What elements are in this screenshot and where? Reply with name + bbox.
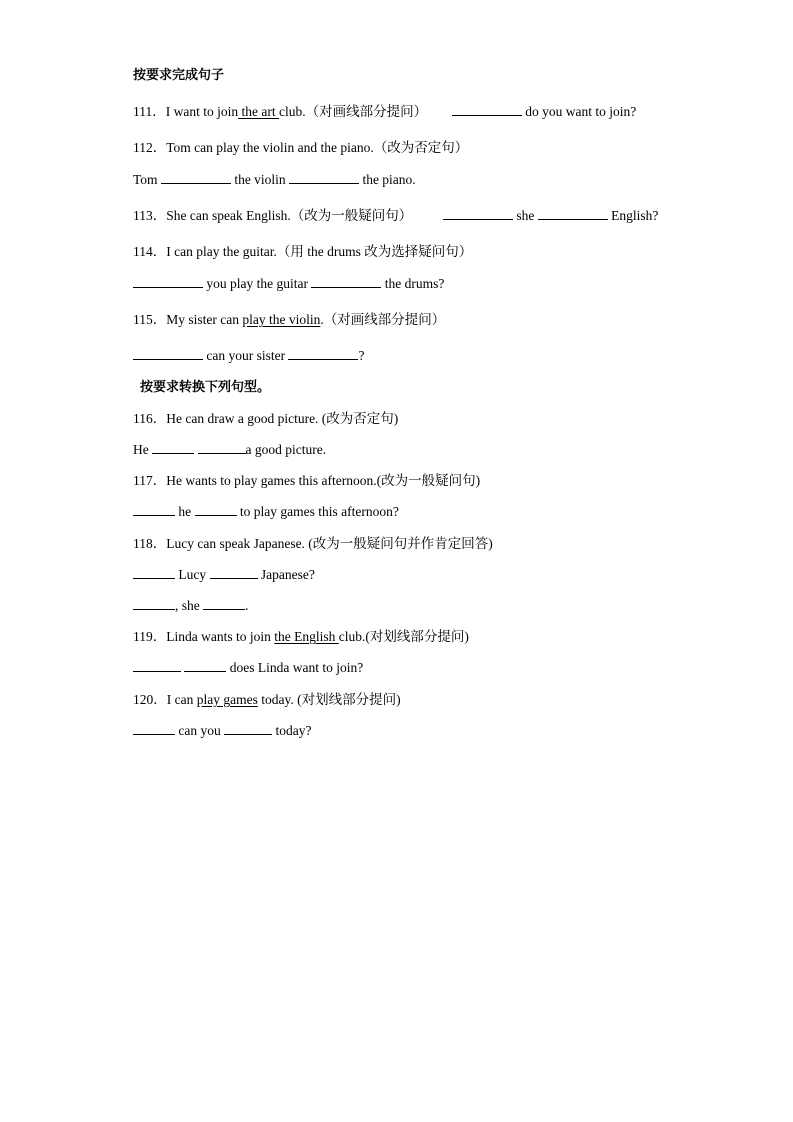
answer-line-120: can you today? [133, 722, 311, 740]
answer-blank[interactable] [184, 659, 226, 672]
answer-blank[interactable] [224, 722, 272, 735]
question-number: 113． [133, 208, 167, 223]
question-113: 113．She can speak English.（改为一般疑问句） she English? [133, 208, 659, 223]
answer-blank[interactable] [538, 207, 608, 220]
answer-blank[interactable] [133, 722, 175, 735]
answer-blank[interactable] [288, 347, 358, 360]
question-number: 111． [133, 104, 166, 119]
answer-line-118b: , she . [133, 597, 249, 615]
answer-blank[interactable] [203, 597, 245, 610]
underlined-phrase: play games [196, 692, 258, 707]
question-117: 117．He wants to play games this afternoon.(改为一般疑问句) [133, 473, 481, 488]
question-115: 115．My sister can play the violin.（对画线部分提问） [133, 312, 446, 327]
answer-blank[interactable] [452, 103, 522, 116]
answer-line-117: he to play games this afternoon? [133, 503, 399, 521]
section-2-title: 按要求转换下列句型。 [140, 380, 271, 395]
answer-blank[interactable] [133, 503, 175, 516]
underlined-phrase: the English [274, 629, 339, 644]
answer-line-118a: Lucy Japanese? [133, 566, 315, 584]
section-1-title: 按要求完成句子 [133, 68, 225, 83]
answer-blank[interactable] [133, 347, 203, 360]
underlined-phrase: the art [238, 104, 279, 119]
question-number: 115． [133, 312, 167, 327]
answer-line-115: can your sister ? [133, 347, 364, 365]
answer-blank[interactable] [133, 659, 181, 672]
question-114: 114．I can play the guitar.（用 the drums 改为选择疑问句） [133, 244, 473, 259]
question-119: 119．Linda wants to join the English club.(对划线部分提问) [133, 629, 469, 644]
answer-blank[interactable] [443, 207, 513, 220]
underlined-phrase: play the violin [242, 312, 321, 327]
answer-blank[interactable] [311, 275, 381, 288]
answer-line-114: you play the guitar the drums? [133, 275, 444, 293]
question-number: 118． [133, 536, 167, 551]
question-number: 114． [133, 244, 167, 259]
question-111: 111．I want to join the art club.（对画线部分提问） do you want to join? [133, 104, 637, 119]
answer-blank[interactable] [133, 275, 203, 288]
question-118: 118．Lucy can speak Japanese. (改为一般疑问句并作肯定回答) [133, 536, 493, 551]
answer-blank[interactable] [152, 441, 194, 454]
question-112: 112．Tom can play the violin and the piano.（改为否定句） [133, 140, 469, 155]
question-number: 112． [133, 140, 167, 155]
question-number: 117． [133, 473, 167, 488]
question-116: 116．He can draw a good picture. (改为否定句) [133, 411, 399, 426]
answer-blank[interactable] [133, 566, 175, 579]
answer-blank[interactable] [210, 566, 258, 579]
answer-line-116: He a good picture. [133, 442, 327, 457]
question-120: 120．I can play games today. (对划线部分提问) [133, 692, 401, 707]
answer-line-119: does Linda want to join? [133, 659, 363, 677]
question-number: 120． [133, 692, 167, 707]
answer-blank[interactable] [195, 503, 237, 516]
answer-blank[interactable] [161, 171, 231, 184]
answer-blank[interactable] [198, 441, 246, 454]
answer-blank[interactable] [133, 597, 175, 610]
answer-blank[interactable] [289, 171, 359, 184]
question-number: 116． [133, 411, 167, 426]
question-number: 119． [133, 629, 167, 644]
answer-line-112: Tom the violin the piano. [133, 172, 416, 187]
